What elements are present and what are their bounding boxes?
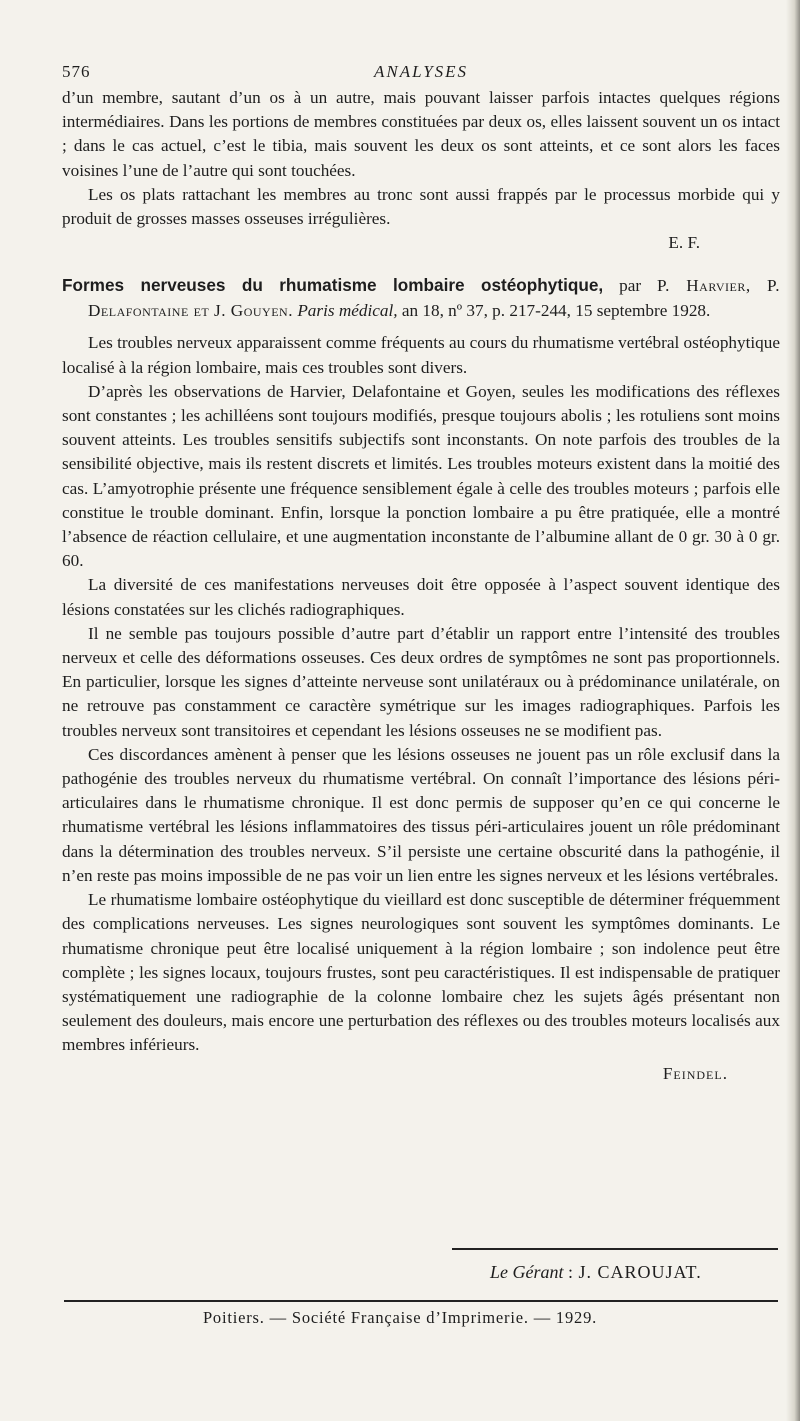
review-1-signature: E. F.: [668, 233, 700, 253]
review-1: [62, 86, 780, 255]
review-2-authors: P. Harvier, P. Delafontaine et J. Gouyen.: [88, 276, 781, 321]
running-header: [62, 56, 780, 86]
review-1-paragraph: d’un membre, sautant d’un os à un autre, mais pouvant laisser parfois intactes quelques régions intermédiaires. Dans les portions de membres constituées par deux os, elles laissent souvent un os intact ; dans le cas actuel, c’est le tibia, mais souvent les deux os sont atteints, et ce sont alors les faces voisines l’une de l’autre qui sont touchées.: [62, 88, 780, 180]
page: [62, 56, 780, 1086]
review-2-by: par: [619, 276, 642, 296]
page-number: 576: [62, 62, 91, 81]
review-2-journal: Paris médical,: [297, 301, 398, 321]
review-2-paragraph: Ces discordances amènent à penser que les lésions osseuses ne jouent pas un rôle exclusif dans la pathogénie des troubles nerveux du rhumatisme vertébral. On connaît l’importance des lésions péri-articulaires dans le rhumatisme chronique. Il est donc permis de supposer qu’en ce qui concerne le rhumatisme vertébral les lésions inflammatoires des tissus péri-articulaires jouent un rôle prédominant dans la détermination des troubles nerveux. S’il persiste une certaine obscurité dans la pathogénie, il n’en reste pas moins impossible de ne pas voir un lien entre les signes nerveux et les lésions vertébrales.: [62, 744, 780, 885]
review-2-title: Formes nerveuses du rhumatisme lombaire ostéophytique,: [62, 275, 604, 296]
gerant-line: [490, 1262, 702, 1283]
footer-rule: [64, 1300, 778, 1302]
running-title: ANALYSES: [373, 62, 469, 81]
review-2-paragraph: Les troubles nerveux apparaissent comme fréquents au cours du rhumatisme vertébral ostéophytique localisé à la région lombaire, mais ces troubles sont divers.: [62, 333, 780, 377]
divider-rule: [452, 1248, 778, 1250]
review-2-heading: [62, 273, 780, 323]
gerant-label: Le Gérant: [490, 1262, 564, 1282]
review-2-paragraph: Le rhumatisme lombaire ostéophytique du vieillard est donc susceptible de déterminer fréquemment des complications nerveuses. Les signes neurologiques sont souvent les symptômes dominants. Le rhumatisme chronique peut être localisé uniquement à la région lombaire ; son indolence peut être complète ; les signes locaux, toujours frustes, sont peu caractéristiques. Il est indispensable de pratiquer systématiquement une radiographie de la colonne lombaire chez les sujets âgés présentant non seulement des douleurs, mais encore une perturbation des réflexes ou des troubles moteurs localisés aux membres inférieurs.: [62, 890, 780, 1055]
review-2-signature: Feindel.: [662, 1063, 728, 1083]
gerant-separator: :: [568, 1262, 575, 1282]
printer-imprint: Poitiers. — Société Française d’Imprimerie. — 1929.: [202, 1308, 598, 1327]
review-2-paragraph: Il ne semble pas toujours possible d’autre part d’établir un rapport entre l’intensité des troubles nerveux et celle des déformations osseuses. Ces deux ordres de symptômes ne sont pas proportionnels. En particulier, lorsque les signes d’atteinte nerveuse sont unilatéraux ou à prédominance unilatérale, on ne retrouve pas constamment ce caractère symétrique sur les images radiographiques. Parfois les troubles nerveux sont transitoires et cependant les lésions osseuses ne se modifient pas.: [62, 623, 780, 740]
review-2-body: [62, 331, 780, 1085]
page-edge-shadow: [786, 0, 800, 1421]
gerant-name: J. CAROUJAT.: [578, 1262, 702, 1282]
review-2-paragraph: La diversité de ces manifestations nerveuses doit être opposée à l’aspect souvent identique des lésions constatées sur les clichés radiographiques.: [62, 575, 780, 619]
review-2-citation: an 18, nº 37, p. 217-244, 15 septembre 1928.: [401, 301, 711, 321]
review-2-paragraph: D’après les observations de Harvier, Delafontaine et Goyen, seules les modifications des réflexes sont constantes ; les achilléens sont toujours modifiés, presque toujours abolis ; les rotuliens sont moins souvent atteints. Les troubles sensitifs subjectifs sont inconstants. On note parfois des troubles de la sensibilité objective, mais ils restent discrets et limités. Les troubles moteurs existent dans la moitié des cas. L’amyotrophie présente une fréquence sensiblement égale à celle des troubles moteurs ; parfois elle constitue le trouble dominant. Enfin, lorsque la ponction lombaire a pu être pratiquée, elle a montré l’absence de réaction cellulaire, et une augmentation inconstante de l’albumine allant de 0 gr. 30 à 0 gr. 60.: [62, 381, 780, 571]
review-1-paragraph: Les os plats rattachant les membres au tronc sont aussi frappés par le processus morbide qui y produit de grosses masses osseuses irrégulières.: [62, 184, 780, 229]
